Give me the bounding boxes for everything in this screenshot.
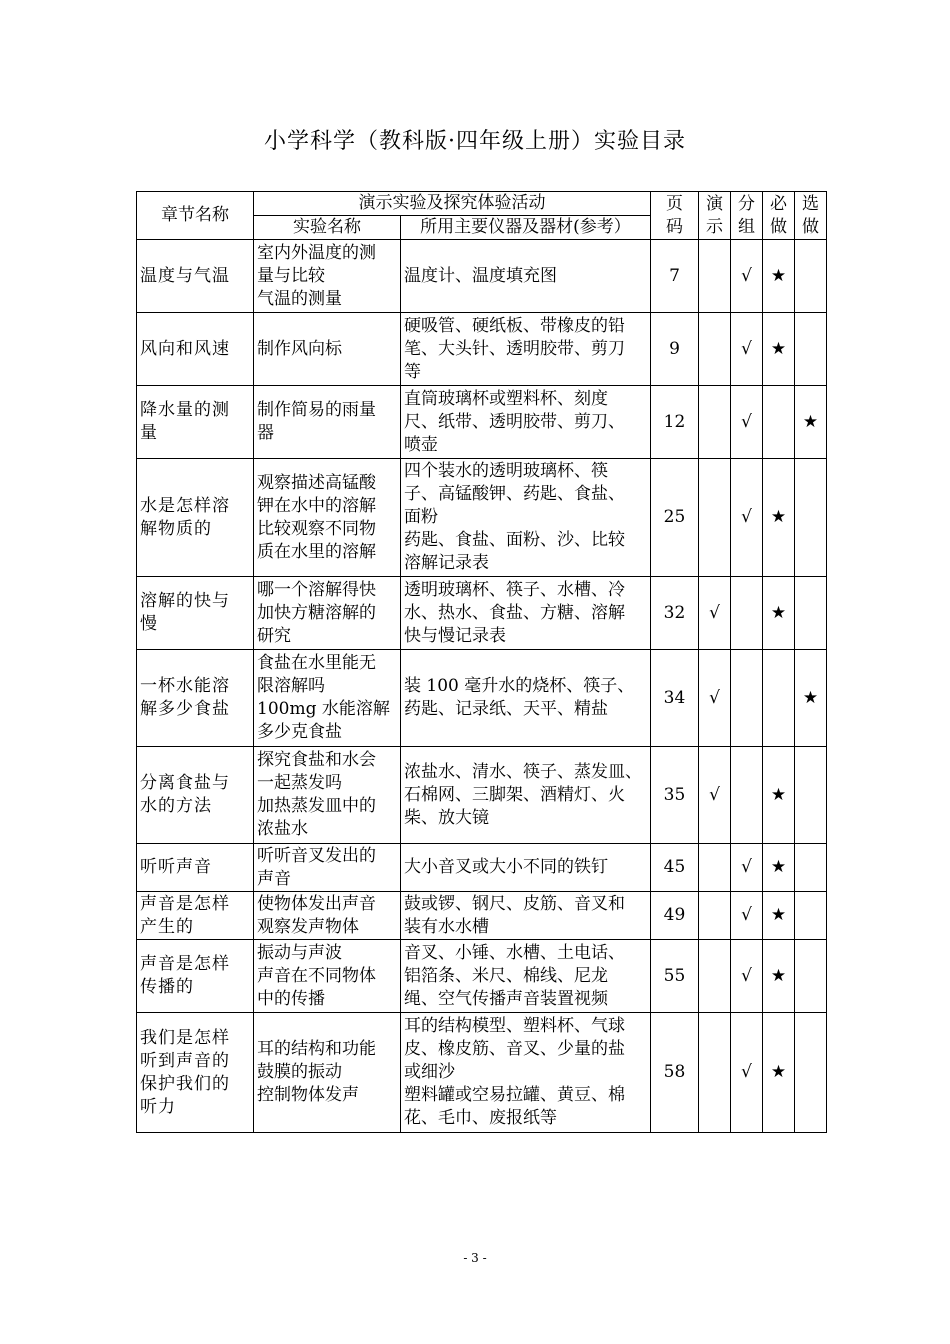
chapter-cell	[137, 1013, 254, 1133]
materials-cell	[401, 940, 651, 1013]
materials-line: 面粉	[404, 507, 438, 527]
required-mark: ★	[763, 577, 795, 650]
experiment-cell	[254, 577, 401, 650]
experiment-line: 比较观察不同物	[257, 518, 376, 539]
optional-mark	[795, 892, 827, 940]
demo-mark: √	[699, 577, 731, 650]
materials-line: 透明玻璃杯、筷子、水槽、冷	[404, 579, 625, 600]
header-activity-group: 演示实验及探究体验活动	[254, 192, 651, 216]
demo-mark	[699, 313, 731, 386]
materials-line: 音叉、小锤、水槽、土电话、	[404, 942, 625, 963]
chapter-cell	[137, 940, 254, 1013]
materials-line: 四个装水的透明玻璃杯、筷	[404, 461, 608, 481]
experiment-line: 钾在水中的溶解	[257, 495, 376, 516]
chapter-line: 量	[140, 423, 158, 443]
chapter-line: 水的方法	[140, 796, 212, 816]
table-row	[137, 844, 827, 892]
chapter-line: 传播的	[140, 977, 194, 997]
optional-mark	[795, 747, 827, 844]
materials-cell	[401, 892, 651, 940]
optional-mark	[795, 240, 827, 313]
page-cell: 49	[651, 892, 699, 940]
materials-line: 装 100 毫升水的烧杯、筷子、	[404, 676, 635, 696]
experiment-line: 器	[257, 423, 274, 443]
materials-line: 药匙、食盐、面粉、沙、比较	[404, 530, 625, 550]
chapter-line: 温度与气温	[140, 265, 230, 286]
chapter-line: 声音是怎样	[140, 893, 230, 914]
header-demo: 演 示	[699, 192, 731, 240]
materials-line: 尺、纸带、透明胶带、剪刀、	[404, 411, 625, 432]
materials-line: 柴、放大镜	[404, 807, 489, 828]
experiment-line: 室内外温度的测	[257, 242, 376, 263]
experiment-line: 多少克食盐	[257, 722, 342, 742]
experiment-line: 制作简易的雨量	[257, 400, 376, 420]
group-mark: √	[731, 844, 763, 892]
required-mark: ★	[763, 747, 795, 844]
table-row	[137, 313, 827, 386]
optional-mark	[795, 940, 827, 1013]
chapter-cell	[137, 650, 254, 747]
experiment-line: 一起蒸发吗	[257, 773, 342, 793]
experiment-cell	[254, 313, 401, 386]
header-chapter: 章节名称	[137, 192, 254, 240]
group-mark	[731, 577, 763, 650]
optional-mark: ★	[795, 650, 827, 747]
experiment-line: 质在水里的溶解	[257, 541, 376, 562]
group-mark	[731, 747, 763, 844]
materials-cell	[401, 386, 651, 459]
required-mark: ★	[763, 459, 795, 577]
experiment-line: 鼓膜的振动	[257, 1062, 342, 1082]
materials-line: 浓盐水、清水、筷子、蒸发皿、	[404, 761, 642, 782]
materials-line: 石棉网、三脚架、酒精灯、火	[404, 784, 625, 805]
required-mark	[763, 650, 795, 747]
optional-mark	[795, 459, 827, 577]
experiment-cell	[254, 844, 401, 892]
header-optional: 选 做	[795, 192, 827, 240]
chapter-line: 溶解的快与	[140, 591, 230, 611]
experiment-line: 耳的结构和功能	[257, 1039, 376, 1059]
optional-mark	[795, 1013, 827, 1133]
group-mark: √	[731, 240, 763, 313]
demo-mark: √	[699, 650, 731, 747]
chapter-cell	[137, 892, 254, 940]
materials-line: 或细沙	[404, 1062, 455, 1082]
materials-line: 绳、空气传播声音装置视频	[404, 988, 608, 1009]
experiment-line: 制作风向标	[257, 338, 342, 359]
chapter-cell	[137, 313, 254, 386]
experiment-line: 哪一个溶解得快	[257, 579, 376, 600]
chapter-line: 我们是怎样	[140, 1027, 230, 1048]
experiment-line: 声音	[257, 868, 291, 889]
materials-line: 笔、大头针、透明胶带、剪刀	[404, 338, 625, 359]
experiment-line: 食盐在水里能无	[257, 653, 376, 673]
page-cell: 25	[651, 459, 699, 577]
demo-mark	[699, 459, 731, 577]
table-row	[137, 940, 827, 1013]
required-mark: ★	[763, 892, 795, 940]
materials-line: 溶解记录表	[404, 553, 489, 573]
experiment-line: 振动与声波	[257, 942, 342, 963]
required-mark: ★	[763, 940, 795, 1013]
experiment-catalog-table	[136, 191, 827, 1133]
chapter-line: 解多少食盐	[140, 699, 230, 719]
table-row	[137, 747, 827, 844]
group-mark: √	[731, 1013, 763, 1133]
group-mark: √	[731, 459, 763, 577]
chapter-cell	[137, 386, 254, 459]
group-mark: √	[731, 313, 763, 386]
materials-line: 温度计、温度填充图	[404, 265, 557, 286]
experiment-line: 限溶解吗	[257, 676, 325, 696]
chapter-line: 风向和风速	[140, 338, 230, 359]
required-mark: ★	[763, 844, 795, 892]
group-mark: √	[731, 892, 763, 940]
optional-mark	[795, 313, 827, 386]
chapter-line: 听听声音	[140, 857, 212, 877]
chapter-line: 产生的	[140, 916, 194, 937]
demo-mark	[699, 940, 731, 1013]
materials-line: 药匙、记录纸、天平、精盐	[404, 699, 608, 719]
materials-line: 耳的结构模型、塑料杯、气球	[404, 1016, 625, 1036]
demo-mark	[699, 1013, 731, 1133]
experiment-cell	[254, 386, 401, 459]
materials-line: 塑料罐或空易拉罐、黄豆、棉	[404, 1085, 625, 1105]
materials-line: 快与慢记录表	[404, 625, 506, 646]
table-row	[137, 650, 827, 747]
experiment-line: 研究	[257, 625, 291, 646]
page-cell: 35	[651, 747, 699, 844]
demo-mark	[699, 892, 731, 940]
required-mark: ★	[763, 240, 795, 313]
group-mark: √	[731, 940, 763, 1013]
chapter-cell	[137, 844, 254, 892]
experiment-line: 中的传播	[257, 988, 325, 1009]
materials-cell	[401, 459, 651, 577]
demo-mark: √	[699, 747, 731, 844]
chapter-line: 分离食盐与	[140, 773, 230, 793]
experiment-line: 量与比较	[257, 265, 325, 286]
experiment-cell	[254, 650, 401, 747]
experiment-line: 浓盐水	[257, 819, 308, 839]
chapter-cell	[137, 747, 254, 844]
materials-line: 大小音叉或大小不同的铁钉	[404, 857, 608, 877]
page-cell: 32	[651, 577, 699, 650]
group-mark	[731, 650, 763, 747]
materials-line: 硬吸管、硬纸板、带橡皮的铅	[404, 315, 625, 336]
chapter-line: 听到声音的	[140, 1050, 230, 1071]
page-number: - 3 -	[463, 1251, 487, 1265]
materials-line: 直筒玻璃杯或塑料杯、刻度	[404, 388, 608, 409]
chapter-line: 降水量的测	[140, 400, 230, 420]
materials-line: 水、热水、食盐、方糖、溶解	[404, 602, 625, 623]
page-title: 小学科学（教科版·四年级上册）实验目录	[264, 129, 686, 154]
optional-mark	[795, 577, 827, 650]
demo-mark	[699, 386, 731, 459]
page-cell: 34	[651, 650, 699, 747]
demo-mark	[699, 844, 731, 892]
page-cell: 7	[651, 240, 699, 313]
optional-mark	[795, 844, 827, 892]
experiment-cell	[254, 240, 401, 313]
materials-line: 等	[404, 361, 421, 382]
materials-line: 花、毛巾、废报纸等	[404, 1108, 557, 1128]
experiment-line: 观察描述高锰酸	[257, 472, 376, 493]
materials-line: 皮、橡皮筋、音叉、少量的盐	[404, 1039, 625, 1059]
materials-cell	[401, 1013, 651, 1133]
table-row	[137, 240, 827, 313]
experiment-cell	[254, 940, 401, 1013]
experiment-line: 100mg 水能溶解	[257, 699, 390, 719]
materials-cell	[401, 650, 651, 747]
required-mark: ★	[763, 1013, 795, 1133]
experiment-cell	[254, 1013, 401, 1133]
page-cell: 12	[651, 386, 699, 459]
required-mark: ★	[763, 313, 795, 386]
chapter-line: 一杯水能溶	[140, 676, 230, 696]
header-materials: 所用主要仪器及器材(参考）	[401, 216, 651, 240]
header-page: 页 码	[651, 192, 699, 240]
chapter-cell	[137, 577, 254, 650]
materials-line: 铝箔条、米尺、棉线、尼龙	[404, 965, 608, 986]
table-row	[137, 892, 827, 940]
experiment-line: 使物体发出声音	[257, 893, 376, 914]
chapter-line: 水是怎样溶	[140, 495, 230, 516]
experiment-line: 声音在不同物体	[257, 965, 376, 986]
experiment-cell	[254, 747, 401, 844]
chapter-line: 听力	[140, 1096, 176, 1117]
chapter-cell	[137, 240, 254, 313]
materials-line: 子、高锰酸钾、药匙、食盐、	[404, 484, 625, 504]
page-cell: 55	[651, 940, 699, 1013]
group-mark: √	[731, 386, 763, 459]
table-row	[137, 577, 827, 650]
chapter-line: 保护我们的	[140, 1073, 230, 1094]
header-experiment: 实验名称	[254, 216, 401, 240]
chapter-line: 声音是怎样	[140, 954, 230, 974]
experiment-line: 听听音叉发出的	[257, 845, 376, 866]
experiment-line: 控制物体发声	[257, 1085, 359, 1105]
materials-line: 鼓或锣、钢尺、皮筋、音叉和	[404, 893, 625, 914]
header-group: 分 组	[731, 192, 763, 240]
table-row	[137, 459, 827, 577]
required-mark	[763, 386, 795, 459]
materials-cell	[401, 313, 651, 386]
experiment-line: 气温的测量	[257, 288, 342, 309]
chapter-line: 慢	[140, 614, 158, 634]
chapter-cell	[137, 459, 254, 577]
table-row	[137, 1013, 827, 1133]
table-row	[137, 386, 827, 459]
page-cell: 45	[651, 844, 699, 892]
experiment-cell	[254, 459, 401, 577]
optional-mark: ★	[795, 386, 827, 459]
materials-cell	[401, 577, 651, 650]
experiment-line: 探究食盐和水会	[257, 750, 376, 770]
materials-cell	[401, 240, 651, 313]
experiment-line: 加热蒸发皿中的	[257, 796, 376, 816]
header-required: 必 做	[763, 192, 795, 240]
materials-cell	[401, 747, 651, 844]
materials-line: 喷壶	[404, 434, 438, 455]
page-cell: 58	[651, 1013, 699, 1133]
experiment-line: 加快方糖溶解的	[257, 602, 376, 623]
experiment-line: 观察发声物体	[257, 916, 359, 937]
page-cell: 9	[651, 313, 699, 386]
materials-cell	[401, 844, 651, 892]
chapter-line: 解物质的	[140, 518, 212, 539]
demo-mark	[699, 240, 731, 313]
experiment-cell	[254, 892, 401, 940]
materials-line: 装有水水槽	[404, 916, 489, 937]
